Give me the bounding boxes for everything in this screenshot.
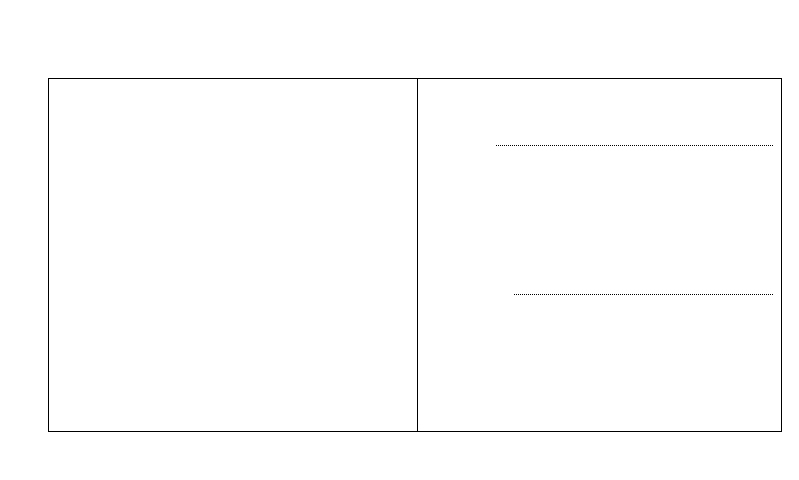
annotation-min-bg [194,316,248,330]
annotation-max-bg [131,121,179,135]
concave-down-answer-line[interactable] [514,294,773,295]
concave-up-answer-line[interactable] [496,145,773,146]
